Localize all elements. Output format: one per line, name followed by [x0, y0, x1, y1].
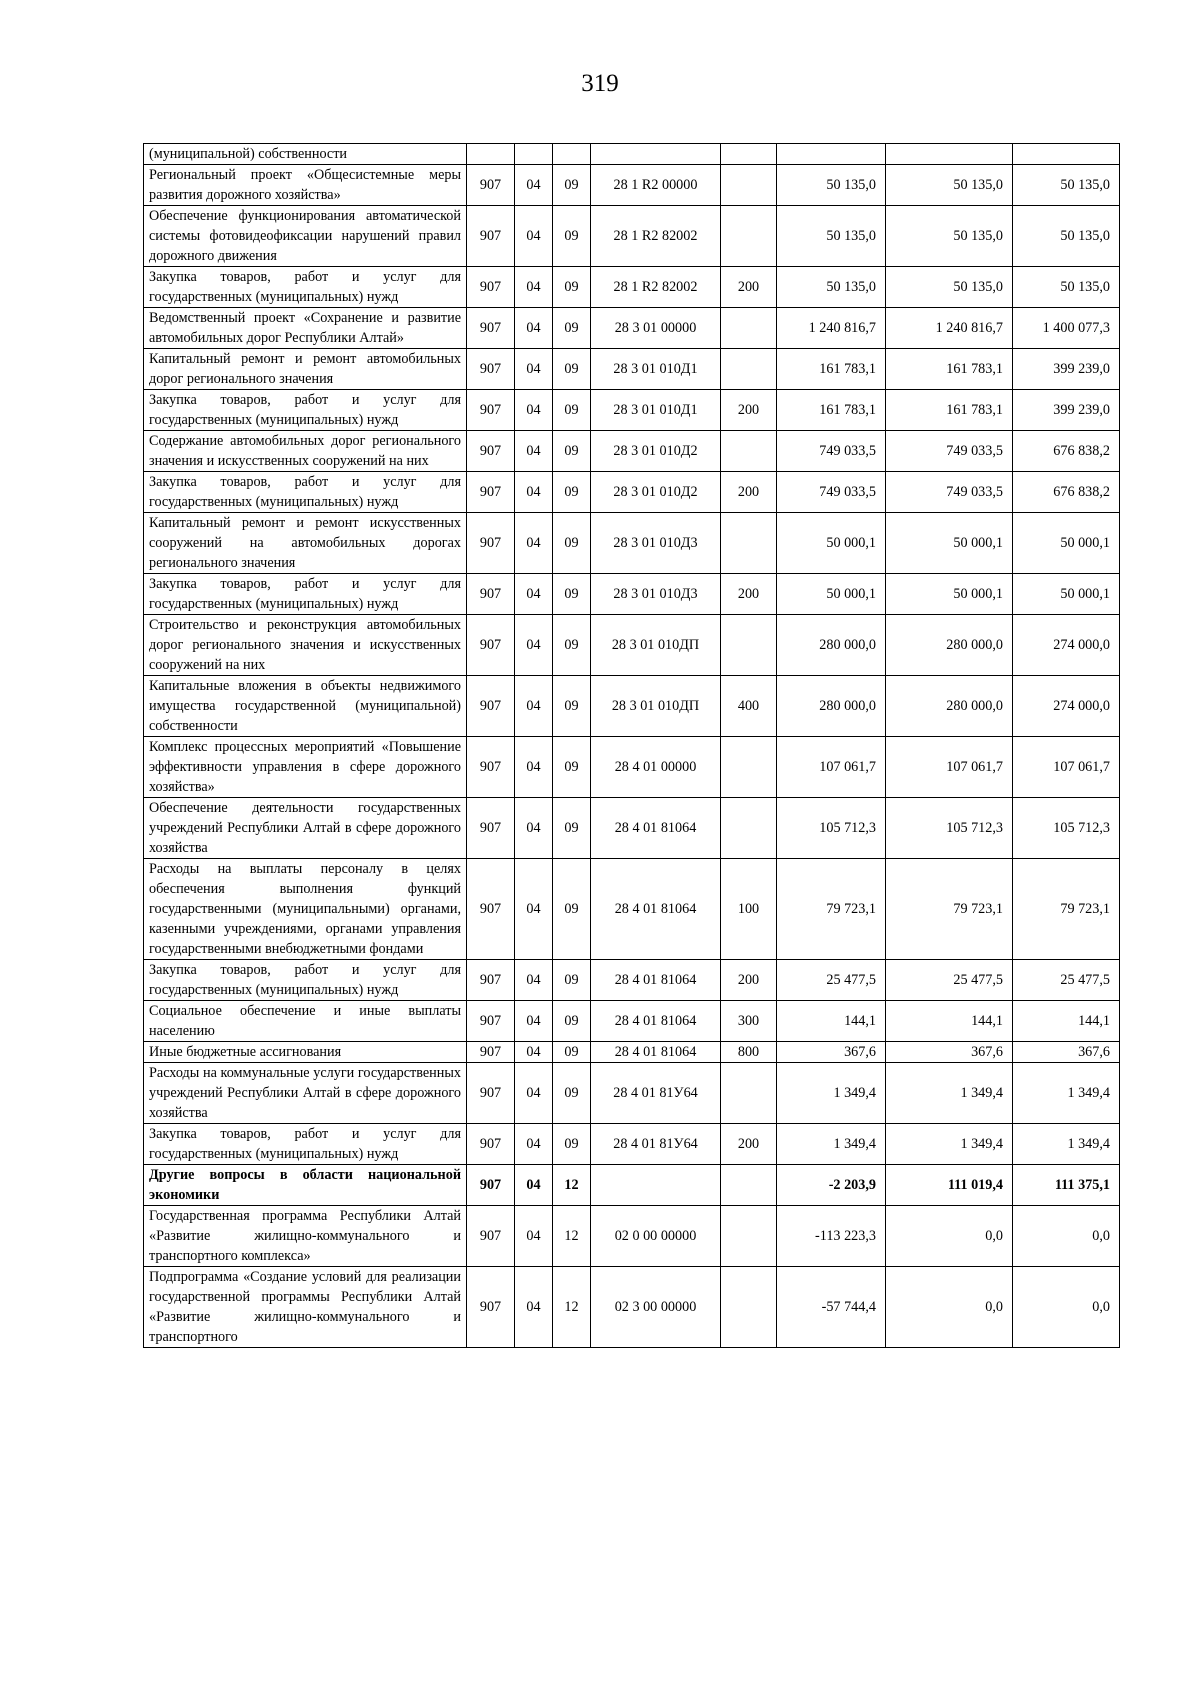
sum-col-3: 0,0 [1013, 1267, 1120, 1348]
target-article-code [591, 144, 721, 165]
table-body [144, 144, 1120, 1348]
row-name: Другие вопросы в области национальной экономики [144, 1165, 467, 1206]
sum-col-2: 749 033,5 [886, 431, 1013, 472]
sum-col-3: 50 000,1 [1013, 513, 1120, 574]
sum-col-2: 161 783,1 [886, 349, 1013, 390]
expense-type-code [721, 165, 777, 206]
department-code: 907 [467, 206, 515, 267]
sum-col-3: 79 723,1 [1013, 859, 1120, 960]
subsection-code: 09 [553, 349, 591, 390]
target-article-code: 28 4 01 81064 [591, 798, 721, 859]
sum-col-1: 749 033,5 [777, 472, 886, 513]
expense-type-code [721, 349, 777, 390]
department-code: 907 [467, 1206, 515, 1267]
sum-col-3: 676 838,2 [1013, 472, 1120, 513]
sum-col-1: 50 000,1 [777, 513, 886, 574]
subsection-code: 12 [553, 1206, 591, 1267]
table-row [144, 676, 1120, 737]
sum-col-3: 50 000,1 [1013, 574, 1120, 615]
subsection-code: 09 [553, 390, 591, 431]
row-name: Закупка товаров, работ и услуг для государственных (муниципальных) нужд [144, 960, 467, 1001]
department-code: 907 [467, 431, 515, 472]
table-row [144, 960, 1120, 1001]
table-row [144, 308, 1120, 349]
subsection-code: 09 [553, 165, 591, 206]
sum-col-3: 25 477,5 [1013, 960, 1120, 1001]
target-article-code: 28 4 01 81064 [591, 960, 721, 1001]
section-code: 04 [515, 472, 553, 513]
department-code: 907 [467, 574, 515, 615]
sum-col-2: 50 000,1 [886, 513, 1013, 574]
sum-col-3: 111 375,1 [1013, 1165, 1120, 1206]
sum-col-3: 274 000,0 [1013, 615, 1120, 676]
expense-type-code: 400 [721, 676, 777, 737]
sum-col-2: 50 135,0 [886, 165, 1013, 206]
department-code: 907 [467, 859, 515, 960]
target-article-code [591, 1165, 721, 1206]
expense-type-code [721, 615, 777, 676]
subsection-code: 09 [553, 1124, 591, 1165]
subsection-code: 09 [553, 1001, 591, 1042]
section-code: 04 [515, 267, 553, 308]
sum-col-2: 79 723,1 [886, 859, 1013, 960]
expense-type-code [721, 1165, 777, 1206]
department-code: 907 [467, 308, 515, 349]
target-article-code: 28 4 01 81У64 [591, 1063, 721, 1124]
sum-col-3: 367,6 [1013, 1042, 1120, 1063]
sum-col-3 [1013, 144, 1120, 165]
sum-col-1: 79 723,1 [777, 859, 886, 960]
sum-col-1: -113 223,3 [777, 1206, 886, 1267]
subsection-code: 09 [553, 960, 591, 1001]
department-code: 907 [467, 1267, 515, 1348]
section-code: 04 [515, 1042, 553, 1063]
target-article-code: 28 1 R2 82002 [591, 267, 721, 308]
sum-col-2: 105 712,3 [886, 798, 1013, 859]
expense-type-code: 100 [721, 859, 777, 960]
subsection-code: 09 [553, 472, 591, 513]
sum-col-3: 50 135,0 [1013, 165, 1120, 206]
subsection-code [553, 144, 591, 165]
section-code: 04 [515, 737, 553, 798]
expense-type-code [721, 1063, 777, 1124]
target-article-code: 28 4 01 81064 [591, 1001, 721, 1042]
sum-col-1: 50 000,1 [777, 574, 886, 615]
expense-type-code: 800 [721, 1042, 777, 1063]
department-code: 907 [467, 1001, 515, 1042]
budget-table [143, 143, 1120, 1348]
section-code: 04 [515, 513, 553, 574]
sum-col-2: 161 783,1 [886, 390, 1013, 431]
table-row [144, 1001, 1120, 1042]
department-code: 907 [467, 737, 515, 798]
target-article-code: 28 3 01 010Д3 [591, 574, 721, 615]
sum-col-2 [886, 144, 1013, 165]
subsection-code: 09 [553, 1042, 591, 1063]
department-code: 907 [467, 676, 515, 737]
row-name: Обеспечение деятельности государственных учреждений Республики Алтай в сфере дорожного хозяйства [144, 798, 467, 859]
row-name: Строительство и реконструкция автомобильных дорог регионального значения и искусственных сооружений на них [144, 615, 467, 676]
target-article-code: 28 3 01 010Д3 [591, 513, 721, 574]
target-article-code: 28 3 01 010Д1 [591, 349, 721, 390]
section-code: 04 [515, 960, 553, 1001]
row-name: Подпрограмма «Создание условий для реализации государственной программы Республики Алтай «Развитие жилищно-коммунального и транспортного [144, 1267, 467, 1348]
subsection-code: 09 [553, 206, 591, 267]
department-code: 907 [467, 390, 515, 431]
expense-type-code [721, 144, 777, 165]
row-name: Содержание автомобильных дорог регионального значения и искусственных сооружений на них [144, 431, 467, 472]
expense-type-code [721, 737, 777, 798]
sum-col-2: 107 061,7 [886, 737, 1013, 798]
expense-type-code: 200 [721, 472, 777, 513]
target-article-code: 28 1 R2 00000 [591, 165, 721, 206]
sum-col-1: 144,1 [777, 1001, 886, 1042]
sum-col-2: 280 000,0 [886, 676, 1013, 737]
row-name: Государственная программа Республики Алтай «Развитие жилищно-коммунального и транспортного комплекса» [144, 1206, 467, 1267]
sum-col-3: 1 400 077,3 [1013, 308, 1120, 349]
row-name: Ведомственный проект «Сохранение и развитие автомобильных дорог Республики Алтай» [144, 308, 467, 349]
sum-col-2: 50 000,1 [886, 574, 1013, 615]
department-code: 907 [467, 1042, 515, 1063]
sum-col-1: 107 061,7 [777, 737, 886, 798]
target-article-code: 02 3 00 00000 [591, 1267, 721, 1348]
target-article-code: 28 3 01 00000 [591, 308, 721, 349]
sum-col-2: 367,6 [886, 1042, 1013, 1063]
sum-col-3: 1 349,4 [1013, 1124, 1120, 1165]
sum-col-1: 50 135,0 [777, 206, 886, 267]
target-article-code: 28 4 01 81064 [591, 1042, 721, 1063]
sum-col-1: -57 744,4 [777, 1267, 886, 1348]
sum-col-2: 50 135,0 [886, 206, 1013, 267]
sum-col-1: 1 349,4 [777, 1124, 886, 1165]
sum-col-1: -2 203,9 [777, 1165, 886, 1206]
expense-type-code [721, 1206, 777, 1267]
table-row [144, 1267, 1120, 1348]
sum-col-2: 0,0 [886, 1267, 1013, 1348]
subsection-code: 09 [553, 676, 591, 737]
section-code: 04 [515, 206, 553, 267]
row-name: Региональный проект «Общесистемные меры развития дорожного хозяйства» [144, 165, 467, 206]
table-row [144, 1042, 1120, 1063]
sum-col-1: 280 000,0 [777, 615, 886, 676]
section-code: 04 [515, 859, 553, 960]
department-code: 907 [467, 1124, 515, 1165]
target-article-code: 28 3 01 010Д1 [591, 390, 721, 431]
department-code: 907 [467, 615, 515, 676]
target-article-code: 28 4 01 81У64 [591, 1124, 721, 1165]
sum-col-3: 399 239,0 [1013, 349, 1120, 390]
sum-col-3: 50 135,0 [1013, 206, 1120, 267]
sum-col-1: 1 240 816,7 [777, 308, 886, 349]
table-row [144, 144, 1120, 165]
row-name: Социальное обеспечение и иные выплаты населению [144, 1001, 467, 1042]
department-code: 907 [467, 165, 515, 206]
row-name: Закупка товаров, работ и услуг для государственных (муниципальных) нужд [144, 1124, 467, 1165]
table-row [144, 165, 1120, 206]
subsection-code: 12 [553, 1165, 591, 1206]
sum-col-1: 749 033,5 [777, 431, 886, 472]
target-article-code: 28 3 01 010ДП [591, 676, 721, 737]
page-number: 319 [581, 70, 619, 97]
expense-type-code [721, 798, 777, 859]
table-row [144, 615, 1120, 676]
sum-col-2: 50 135,0 [886, 267, 1013, 308]
subsection-code: 09 [553, 615, 591, 676]
row-name: (муниципальной) собственности [144, 144, 467, 165]
section-code: 04 [515, 165, 553, 206]
sum-col-3: 0,0 [1013, 1206, 1120, 1267]
sum-col-3: 50 135,0 [1013, 267, 1120, 308]
department-code: 907 [467, 472, 515, 513]
subsection-code: 09 [553, 513, 591, 574]
sum-col-2: 25 477,5 [886, 960, 1013, 1001]
section-code: 04 [515, 676, 553, 737]
section-code: 04 [515, 1165, 553, 1206]
table-row [144, 1206, 1120, 1267]
table-row [144, 206, 1120, 267]
sum-col-3: 105 712,3 [1013, 798, 1120, 859]
sum-col-3: 274 000,0 [1013, 676, 1120, 737]
section-code: 04 [515, 1124, 553, 1165]
row-name: Иные бюджетные ассигнования [144, 1042, 467, 1063]
sum-col-3: 676 838,2 [1013, 431, 1120, 472]
row-name: Расходы на коммунальные услуги государственных учреждений Республики Алтай в сфере дорожного хозяйства [144, 1063, 467, 1124]
section-code: 04 [515, 615, 553, 676]
department-code: 907 [467, 1063, 515, 1124]
department-code: 907 [467, 349, 515, 390]
row-name: Закупка товаров, работ и услуг для государственных (муниципальных) нужд [144, 574, 467, 615]
row-name: Капитальный ремонт и ремонт автомобильных дорог регионального значения [144, 349, 467, 390]
subsection-code: 09 [553, 1063, 591, 1124]
expense-type-code: 300 [721, 1001, 777, 1042]
sum-col-3: 399 239,0 [1013, 390, 1120, 431]
department-code: 907 [467, 960, 515, 1001]
table-row [144, 267, 1120, 308]
sum-col-2: 111 019,4 [886, 1165, 1013, 1206]
sum-col-1: 280 000,0 [777, 676, 886, 737]
sum-col-1: 161 783,1 [777, 390, 886, 431]
subsection-code: 09 [553, 431, 591, 472]
department-code: 907 [467, 798, 515, 859]
target-article-code: 02 0 00 00000 [591, 1206, 721, 1267]
target-article-code: 28 1 R2 82002 [591, 206, 721, 267]
section-code: 04 [515, 431, 553, 472]
sum-col-1: 105 712,3 [777, 798, 886, 859]
department-code: 907 [467, 513, 515, 574]
section-code: 04 [515, 1267, 553, 1348]
sum-col-1: 1 349,4 [777, 1063, 886, 1124]
table-row [144, 1124, 1120, 1165]
row-name: Расходы на выплаты персоналу в целях обеспечения выполнения функций государственными (муниципальными) органами, казенными учреждениями, органами управления государственными внебюджетными фондами [144, 859, 467, 960]
sum-col-3: 144,1 [1013, 1001, 1120, 1042]
expense-type-code: 200 [721, 390, 777, 431]
subsection-code: 09 [553, 267, 591, 308]
section-code [515, 144, 553, 165]
table-row [144, 798, 1120, 859]
table-row [144, 472, 1120, 513]
expense-type-code [721, 206, 777, 267]
row-name: Обеспечение функционирования автоматической системы фотовидеофиксации нарушений правил дорожного движения [144, 206, 467, 267]
expense-type-code [721, 431, 777, 472]
table-row [144, 1165, 1120, 1206]
sum-col-2: 0,0 [886, 1206, 1013, 1267]
sum-col-2: 749 033,5 [886, 472, 1013, 513]
department-code: 907 [467, 267, 515, 308]
sum-col-2: 1 349,4 [886, 1063, 1013, 1124]
sum-col-1 [777, 144, 886, 165]
sum-col-1: 25 477,5 [777, 960, 886, 1001]
subsection-code: 09 [553, 574, 591, 615]
subsection-code: 12 [553, 1267, 591, 1348]
table-row [144, 859, 1120, 960]
expense-type-code: 200 [721, 1124, 777, 1165]
target-article-code: 28 4 01 00000 [591, 737, 721, 798]
expense-type-code: 200 [721, 574, 777, 615]
sum-col-2: 144,1 [886, 1001, 1013, 1042]
target-article-code: 28 4 01 81064 [591, 859, 721, 960]
table-row [144, 349, 1120, 390]
sum-col-2: 280 000,0 [886, 615, 1013, 676]
target-article-code: 28 3 01 010Д2 [591, 472, 721, 513]
row-name: Закупка товаров, работ и услуг для государственных (муниципальных) нужд [144, 472, 467, 513]
sum-col-3: 1 349,4 [1013, 1063, 1120, 1124]
sum-col-1: 161 783,1 [777, 349, 886, 390]
section-code: 04 [515, 574, 553, 615]
sum-col-2: 1 349,4 [886, 1124, 1013, 1165]
row-name: Комплекс процессных мероприятий «Повышение эффективности управления в сфере дорожного хозяйства» [144, 737, 467, 798]
subsection-code: 09 [553, 308, 591, 349]
department-code [467, 144, 515, 165]
expense-type-code: 200 [721, 267, 777, 308]
section-code: 04 [515, 1001, 553, 1042]
table-row [144, 431, 1120, 472]
row-name: Закупка товаров, работ и услуг для государственных (муниципальных) нужд [144, 267, 467, 308]
section-code: 04 [515, 308, 553, 349]
section-code: 04 [515, 390, 553, 431]
section-code: 04 [515, 798, 553, 859]
table-row [144, 574, 1120, 615]
row-name: Капитальные вложения в объекты недвижимого имущества государственной (муниципальной) собственности [144, 676, 467, 737]
section-code: 04 [515, 1063, 553, 1124]
expense-type-code [721, 513, 777, 574]
sum-col-1: 50 135,0 [777, 165, 886, 206]
section-code: 04 [515, 349, 553, 390]
table-row [144, 1063, 1120, 1124]
expense-type-code: 200 [721, 960, 777, 1001]
expense-type-code [721, 308, 777, 349]
subsection-code: 09 [553, 737, 591, 798]
table-row [144, 390, 1120, 431]
table-row [144, 737, 1120, 798]
section-code: 04 [515, 1206, 553, 1267]
subsection-code: 09 [553, 859, 591, 960]
sum-col-1: 50 135,0 [777, 267, 886, 308]
department-code: 907 [467, 1165, 515, 1206]
row-name: Капитальный ремонт и ремонт искусственных сооружений на автомобильных дорогах регионального значения [144, 513, 467, 574]
sum-col-2: 1 240 816,7 [886, 308, 1013, 349]
target-article-code: 28 3 01 010ДП [591, 615, 721, 676]
expense-type-code [721, 1267, 777, 1348]
row-name: Закупка товаров, работ и услуг для государственных (муниципальных) нужд [144, 390, 467, 431]
target-article-code: 28 3 01 010Д2 [591, 431, 721, 472]
sum-col-3: 107 061,7 [1013, 737, 1120, 798]
table-row [144, 513, 1120, 574]
sum-col-1: 367,6 [777, 1042, 886, 1063]
subsection-code: 09 [553, 798, 591, 859]
